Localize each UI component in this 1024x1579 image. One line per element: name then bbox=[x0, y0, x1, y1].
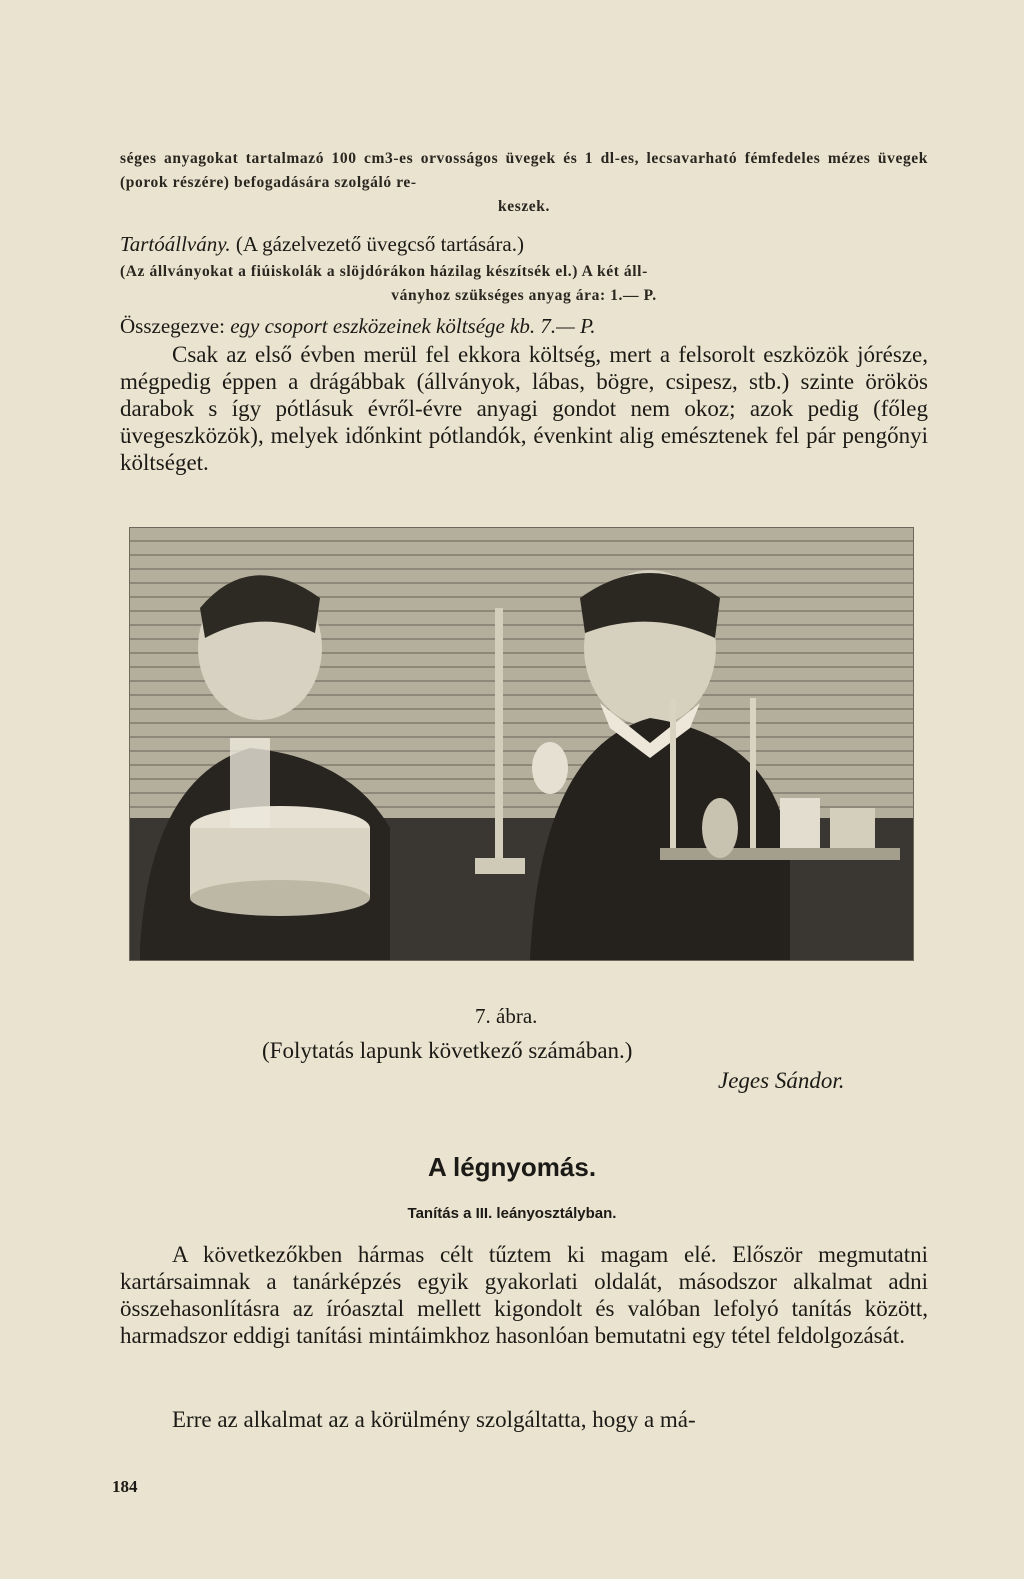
paragraph-equipment-list-end: séges anyagokat tartalmazó 100 cm3-es orvosságos üvegek és 1 dl-es, lecsavarható fémfedeles mézes üvegek (porok részére) befogadására szolgáló re- bbox=[120, 150, 928, 191]
stand-heading-rest: (A gázelvezető üvegcső tartására.) bbox=[230, 232, 524, 256]
page-number: 184 bbox=[112, 1477, 138, 1496]
article-subtitle: Tanítás a III. leányosztályban. bbox=[407, 1205, 617, 1222]
author-name: Jeges Sándor. bbox=[718, 1068, 845, 1093]
stand-note-2: ványhoz szükséges anyag ára: 1.— P. bbox=[391, 287, 657, 304]
paragraph-equipment-list-end-2: keszek. bbox=[498, 198, 550, 215]
article-title: A légnyomás. bbox=[427, 1152, 597, 1182]
second-paragraph: Erre az alkalmat az a körülmény szolgáltatta, hogy a má- bbox=[172, 1407, 696, 1432]
summary-cost: egy csoport eszközeinek költsége kb. 7.— P. bbox=[230, 314, 596, 338]
cost-paragraph: Csak az első évben merül fel ekkora költség, mert a felsorolt eszközök jórésze, mégpedig éppen a drágábbak (állványok, lábas, bögre, csipesz, stb.) szinte örökös darabok s így pótlásuk évről-évre anyagi gondot nem okoz; azok pedig (főleg üvegeszközök), melyek időnkint pótlandók, évenkint alig emésztenek fel pár pengőnyi költséget. bbox=[120, 342, 928, 475]
photo-illustration bbox=[130, 528, 913, 960]
stand-note: (Az állványokat a fiúiskolák a slöjdórákon házilag készítsék el.) A két áll- bbox=[120, 263, 648, 280]
summary-line bbox=[120, 313, 928, 340]
summary-lead: Összegezve: bbox=[120, 314, 231, 338]
figure-label: 7. ábra. bbox=[475, 1004, 538, 1028]
stand-heading bbox=[120, 231, 928, 258]
intro-paragraph: A következőkben hármas célt tűztem ki magam elé. Először megmutatni kartársaimnak a tanárképzés egyik gyakorlati oldalát, másodszor alkalmat adni összehasonlításra az íróasztal mellett kigondolt és valóban lefolyó tanítás között, harmadszor eddigi tanítási mintáimkhoz hasonlóan bemutatni egy tétel feldolgozását. bbox=[120, 1242, 928, 1348]
continuation-note: (Folytatás lapunk következő számában.) bbox=[262, 1038, 633, 1063]
stand-heading-italic: Tartóállvány. bbox=[120, 232, 231, 256]
figure-photo bbox=[129, 527, 914, 961]
